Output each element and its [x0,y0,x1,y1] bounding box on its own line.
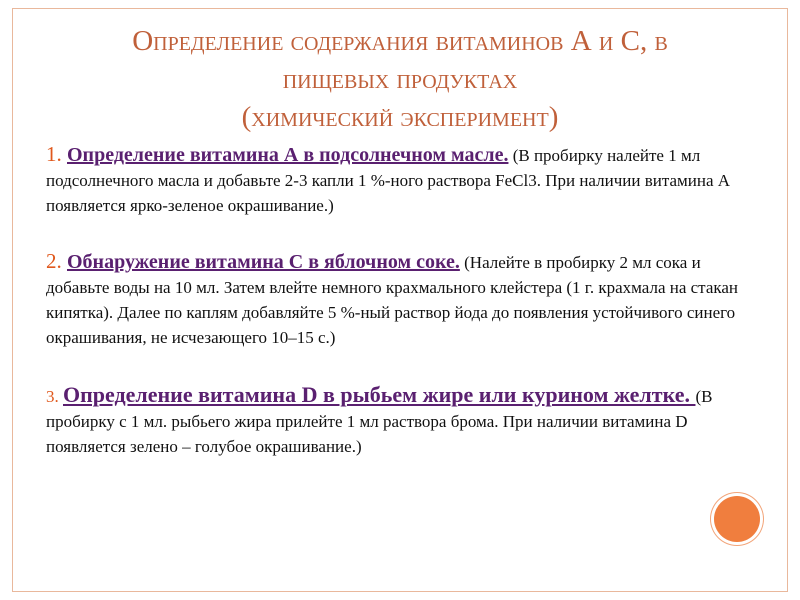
item-number: 3. [46,387,63,406]
item-number: 2. [46,249,67,273]
item-heading-link[interactable]: Определение витамина D в рыбьем жире или курином желтке. [63,382,696,407]
item-description: (В пробирку с 1 мл. рыбьего жира прилейте 1 мл раствора брома. При наличии витамина D появляется зелено – голубое окрашивание.) [46,387,713,456]
experiment-item-vitamin-c [46,249,746,351]
slide-title [30,22,770,136]
experiment-item-vitamin-a [46,142,746,219]
item-heading-link[interactable]: Определение витамина А в подсолнечном масле. [67,144,509,166]
title-line-2: пищевых продуктах [282,63,518,95]
decorative-circle-icon [714,496,760,542]
item-heading-link[interactable]: Обнаружение витамина С в яблочном соке. [67,251,460,273]
experiment-item-vitamin-d [46,381,746,460]
item-description: (В пробирку налейте 1 мл подсолнечного масла и добавьте 2-3 капли 1 %-ного раствора FeCl3. При наличии витамина А появляется ярко-зеленое окрашивание.) [46,146,731,215]
title-line-1: Определение содержания витаминов А и С, в [132,25,668,57]
experiment-list [46,142,746,490]
item-description: (Налейте в пробирку 2 мл сока и добавьте воды на 10 мл. Затем влейте немного крахмального клейстера (1 г. крахмала на стакан кипятка). Далее по каплям добавляйте 5 %-ный раствор йода до появления устойчивого синего окрашивания, не исчезающего 10–15 с.) [46,253,739,347]
title-line-3: (химический эксперимент) [241,101,559,133]
item-number: 1. [46,142,67,166]
